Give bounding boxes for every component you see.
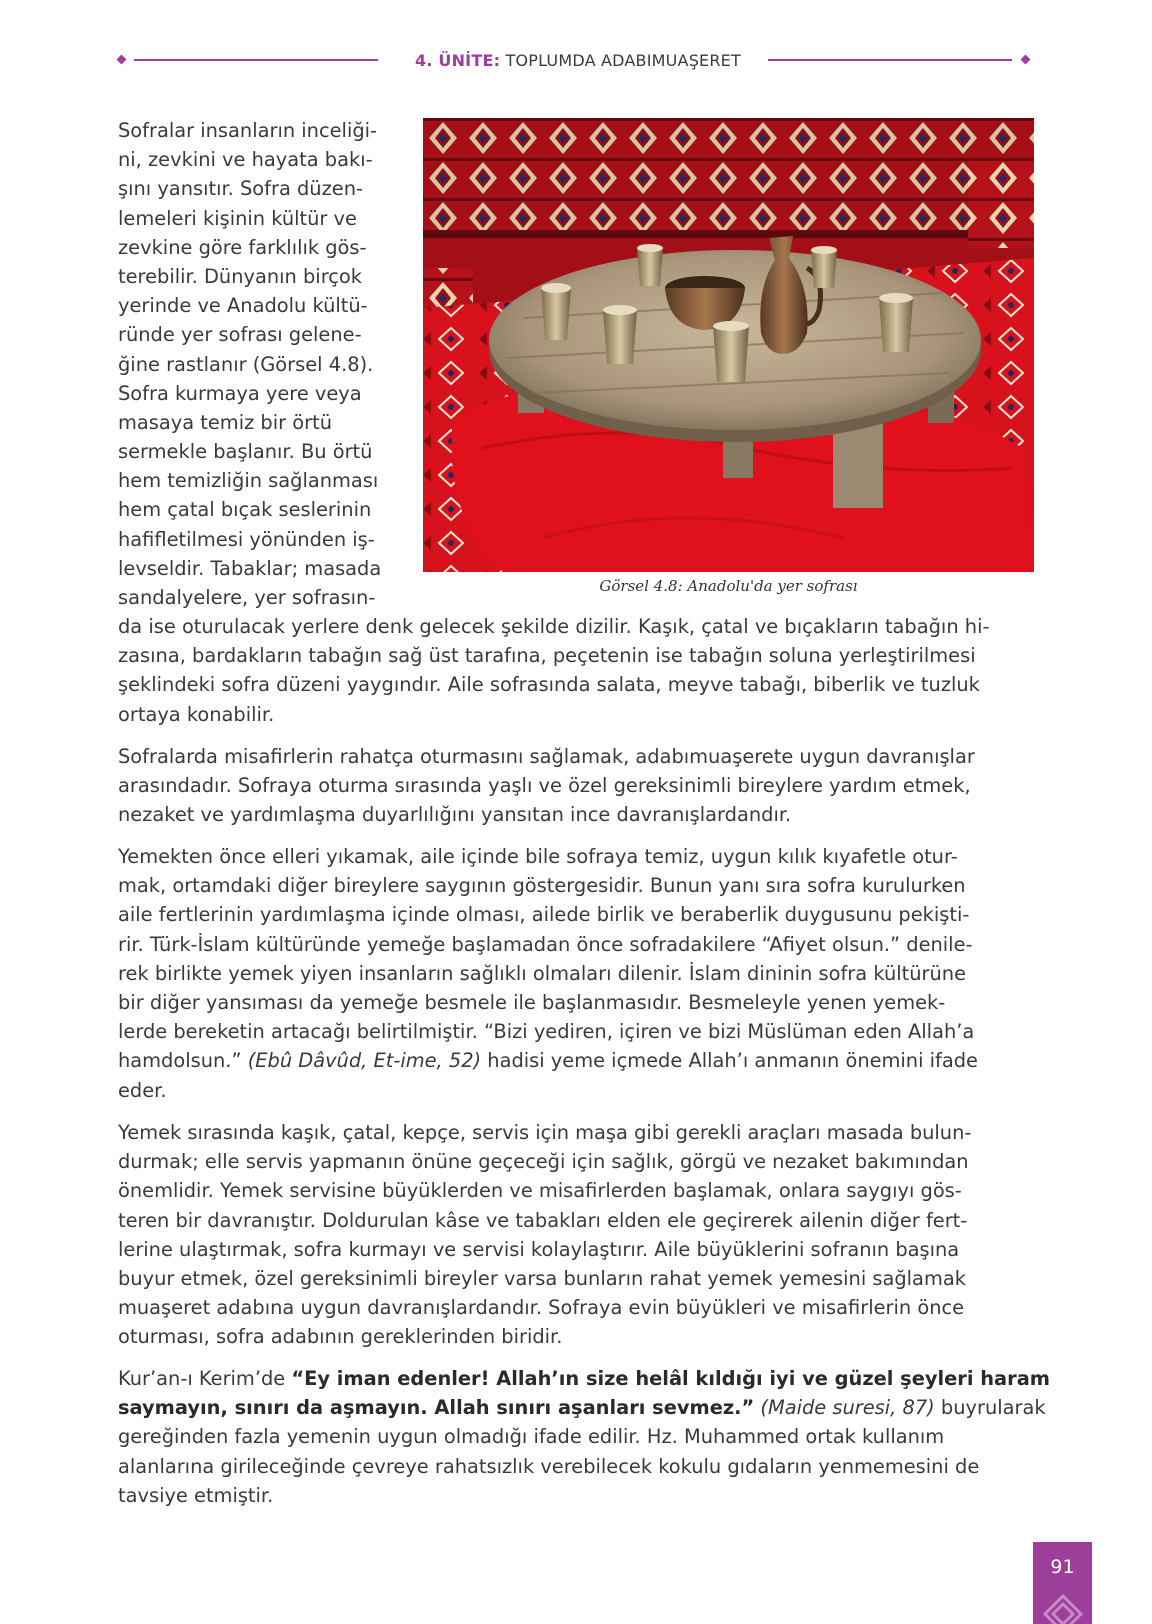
text-line: terebilir. Dünyanın birçok [118, 264, 362, 288]
unit-title: TOPLUMDA ADABIMUAŞERET [505, 51, 741, 70]
text-line: şını yansıtır. Sofra düzen- [118, 177, 363, 201]
text-line: aile fertlerinin yardımlaşma içinde olması, ailede birlik ve beraberlik duygusunu pekişti- [118, 903, 970, 927]
header-rule-right [768, 59, 1012, 61]
paragraph-3 [118, 842, 1034, 1105]
text-line: ni, zevkini ve hayata bakı- [118, 148, 373, 172]
text-line: Yemekten önce elleri yıkamak, aile içinde bile sofraya temiz, uygun kılık kıyafetle otur- [118, 845, 958, 868]
text-line: hem çatal bıçak seslerinin [118, 498, 372, 522]
text-line [118, 1393, 1046, 1422]
text-line: lerde bereketin artacağı belirtilmiştir. “Bizi yediren, içiren ve bizi Müslüman eden Allah’a [118, 1020, 975, 1044]
text-line: rek birlikte yemek yiyen insanların sağlıklı olmaları dilenir. İslam dininin sofra kültürüne [118, 961, 967, 985]
page-number: 91 [1050, 1556, 1075, 1578]
text-segment: Kur’an-ı Kerim’de [118, 1367, 292, 1390]
text-line: nezaket ve yardımlaşma duyarlılığını yansıtan ince davranışlardandır. [118, 803, 792, 827]
text-line: lemeleri kişinin kültür ve [118, 206, 357, 230]
text-line: Sofralar insanların inceliği- [118, 119, 378, 142]
text-line: levseldir. Tabaklar; masada [118, 556, 382, 580]
figure-floor-table-photo [423, 118, 1034, 572]
floor-table-illustration [423, 118, 1034, 572]
unit-label: 4. ÜNİTE: [415, 51, 501, 70]
text-line: yerinde ve Anadolu kültü- [118, 294, 368, 318]
text-line: Sofralarda misafirlerin rahatça oturmasını sağlamak, adabımuaşerete uygun davranışlar [118, 745, 975, 768]
hadith-citation: (Ebû Dâvûd, Et-ime, 52) [247, 1049, 482, 1073]
text-line: durmak; elle servis yapmanın önüne geçeceği için sağlık, görgü ve nezaket bakımından [118, 1150, 969, 1174]
header-diamond-right [1021, 55, 1031, 65]
header-diamond-left [117, 55, 127, 65]
text-line: sandalyelere, yer sofrasın- [118, 586, 376, 609]
text-line: teren bir davranıştır. Doldurulan kâse ve tabakları elden ele geçirerek ailenin diğer fert- [118, 1208, 968, 1232]
paragraph-intro-continued [118, 612, 1034, 729]
text-line: şeklindeki sofra düzeni yaygındır. Aile sofrasında salata, meyve tabağı, biberlik ve tuzluk [118, 673, 980, 697]
text-line [118, 1364, 1050, 1393]
text-line: mak, ortamdaki diğer bireylere saygının göstergesidir. Bunun yanı sıra sofra kurulurken [118, 874, 966, 898]
text-line: gereğinden fazla yemenin uygun olmadığı ifade edilir. Hz. Muhammed ortak kullanım [118, 1425, 945, 1449]
header-rule-left [134, 59, 378, 61]
text-line: önemlidir. Yemek servisine büyüklerden ve misafirlerden başlamak, onlara saygıyı gös- [118, 1179, 962, 1203]
page-number-tab [1033, 1542, 1092, 1624]
text-line: zevkine göre farklılık gös- [118, 235, 367, 259]
text-line: buyur etmek, özel gereksinimli bireyler varsa bunların rahat yemek yemesini sağlamak [118, 1266, 966, 1290]
text-line: rir. Türk-İslam kültüründe yemeğe başlamadan önce sofradakilere “Afiyet olsun.” denile- [118, 932, 973, 956]
figure-caption: Görsel 4.8: Anadolu'da yer sofrası [599, 577, 858, 595]
text-line: ründe yer sofrası gelene- [118, 323, 362, 347]
text-line: masaya temiz bir örtü [118, 410, 332, 434]
paragraph-5 [118, 1364, 1050, 1510]
text-line: Yemek sırasında kaşık, çatal, kepçe, servis için maşa gibi gerekli araçları masada bulun- [118, 1121, 972, 1144]
text-line: zasına, bardakların tabağın sağ üst tarafına, peçetenin ise tabağın soluna yerleştirilmesi [118, 644, 976, 668]
text-segment: hadisi yeme içmede Allah’ı anmanın önemini ifade [481, 1049, 978, 1073]
quran-verse-quote: “Ey iman edenler! Allah’ın size helâl kıldığı iyi ve güzel şeyleri haram [291, 1367, 1050, 1390]
text-line: lerine ulaştırmak, sofra kurmayı ve servisi kolaylaştırır. Aile büyüklerini sofranın başına [118, 1237, 960, 1261]
text-line: eder. [118, 1078, 167, 1102]
paragraph-intro [118, 116, 418, 612]
text-line: da ise oturulacak yerlere denk gelecek şekilde dizilir. Kaşık, çatal ve bıçakların tabağın hi- [118, 615, 990, 638]
quran-verse-quote: saymayın, sınırı da aşmayın. Allah sınırı aşanları sevmez.” [118, 1396, 755, 1420]
text-line: ortaya konabilir. [118, 702, 275, 726]
text-line: sermekle başlanır. Bu örtü [118, 440, 373, 464]
text-line: Sofra kurmaya yere veya [118, 381, 362, 405]
text-segment: buyrularak [934, 1396, 1046, 1420]
header-title [378, 51, 778, 70]
paragraph-2 [118, 742, 1034, 830]
verse-citation: (Maide suresi, 87) [754, 1396, 935, 1420]
text-line: tavsiye etmiştir. [118, 1483, 274, 1507]
ornament-icon [1043, 1594, 1083, 1624]
text-line: hafifletilmesi yönünden iş- [118, 527, 375, 551]
text-line: muaşeret adabına uygun davranışlardandır. Sofraya evin büyükleri ve misafirlerin önce [118, 1296, 965, 1320]
text-segment: hamdolsun.” [118, 1049, 248, 1073]
paragraph-4 [118, 1118, 1034, 1352]
text-line: bir diğer yansıması da yemeğe besmele ile başlanmasıdır. Besmeleyle yenen yemek- [118, 990, 946, 1014]
text-line: hem temizliğin sağlanması [118, 469, 379, 493]
running-header [118, 48, 1036, 72]
text-line: ğine rastlanır (Görsel 4.8). [118, 352, 374, 376]
text-line: arasındadır. Sofraya oturma sırasında yaşlı ve özel gereksinimli bireylere yardım etmek, [118, 774, 971, 798]
text-line [118, 1046, 1034, 1075]
text-line: oturması, sofra adabının gereklerinden biridir. [118, 1325, 563, 1349]
text-line: alanlarına girileceğinde çevreye rahatsızlık verebilecek kokulu gıdaların yenmemesini de [118, 1454, 980, 1478]
